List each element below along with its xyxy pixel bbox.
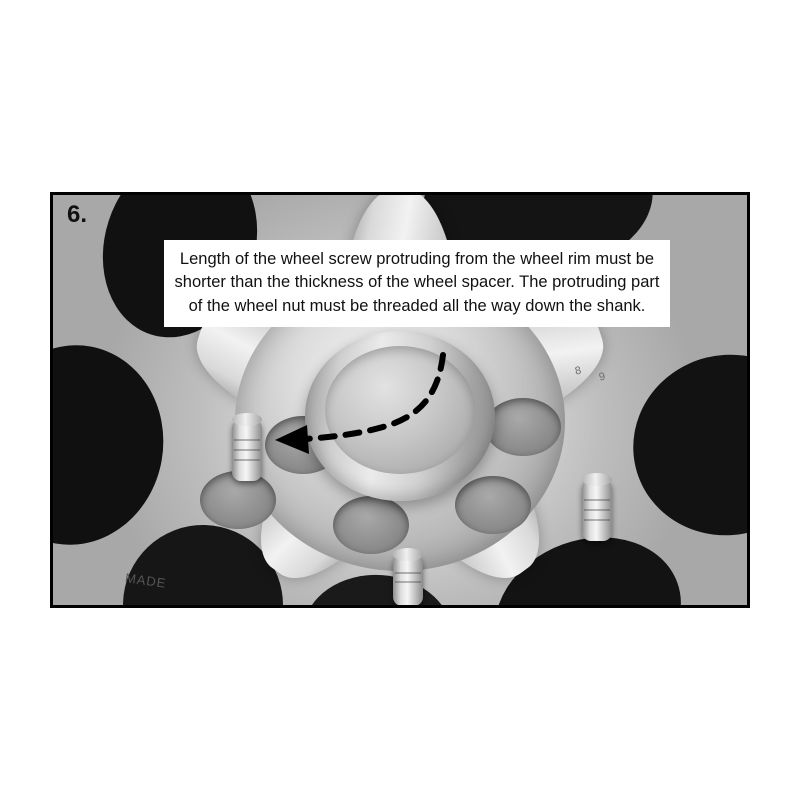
wheel-center-bore-inner: [325, 346, 475, 474]
rim-emboss-mark: 9: [597, 370, 608, 384]
step-number: 6.: [67, 201, 88, 228]
wheel-center-bore: [305, 331, 495, 501]
lug-pocket: [333, 496, 409, 554]
instruction-caption: Length of the wheel screw protruding from the wheel rim must be shorter than the thickness of the wheel spacer. The protruding part of the wheel nut must be threaded all the way down the shank.: [164, 240, 670, 327]
wheel-screw-cap: [232, 413, 262, 426]
rim-emboss-mark: 8: [573, 364, 584, 378]
spoke-gap-recess: [614, 335, 747, 556]
wheel-screw-stud: [582, 479, 612, 541]
wheel-screw-cap: [582, 473, 612, 486]
wheel-screw-stud: [393, 554, 423, 605]
rim-emboss-mark: MADE: [124, 570, 168, 591]
lug-pocket: [455, 476, 531, 534]
lug-pocket: [485, 398, 561, 456]
wheel-screw-cap: [393, 548, 423, 561]
instruction-panel: [50, 192, 750, 608]
spoke-gap-recess: [299, 570, 457, 605]
wheel-screw-stud: [232, 419, 262, 481]
spoke-gap-recess: [53, 331, 179, 559]
